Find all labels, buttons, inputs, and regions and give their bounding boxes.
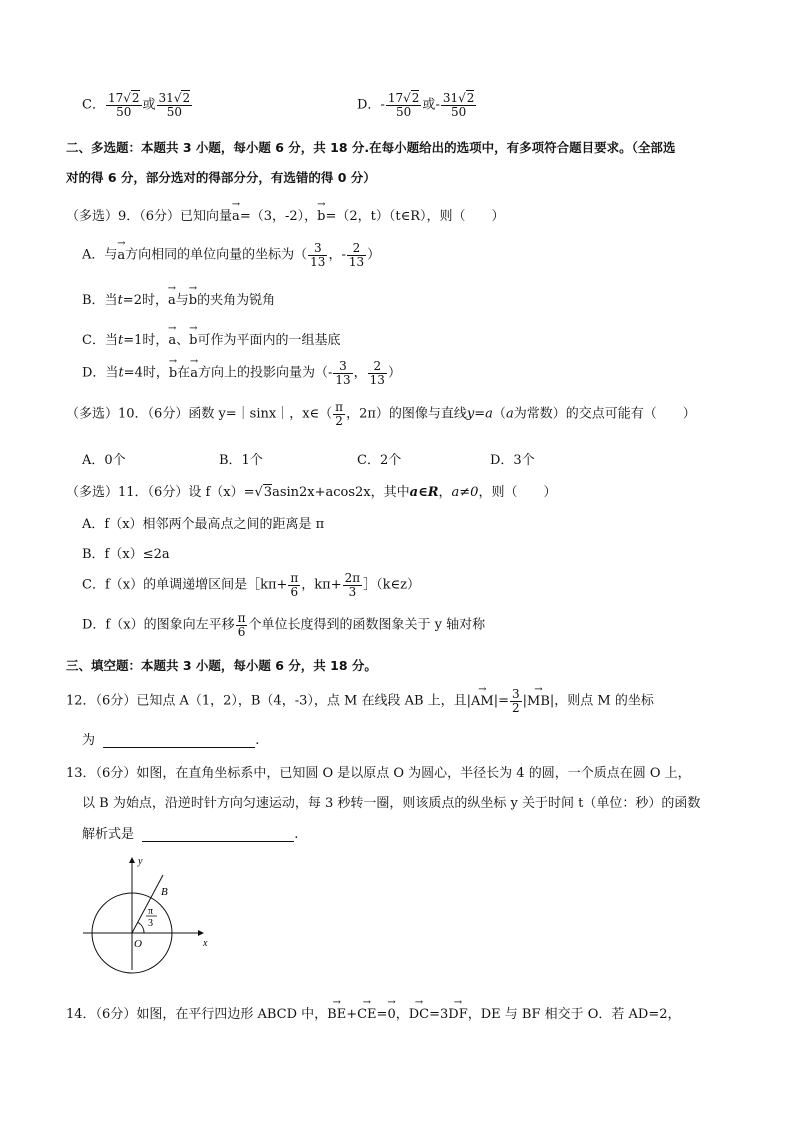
q10-option-c: C．2个 [357, 453, 402, 468]
unit-circle-figure [78, 855, 228, 975]
q9-option-c: C．当t=1时，→ a、→ b可作为平面内的一组基底 [82, 329, 340, 348]
answer-blank[interactable] [142, 827, 294, 842]
vector-b: → b [317, 209, 325, 224]
vector-a: → a [168, 333, 176, 348]
vector-b: → b [189, 333, 197, 348]
q10-stem: （多选）10．（6分）函数 y=｜sinx｜，x∈（ $\frac{\pi}{2}$ ，2π）的图像与直线y=a（a为常数）的交点可能有（ ） [66, 400, 696, 428]
q9-option-d: D．当t=4时，→ b在→ a方向上的投影向量为（- $\frac{3}{13}$ ， $\frac{2}{13}$ ） [82, 360, 401, 386]
q13-line1: 13．（6分）如图，在直角坐标系中，已知圆 O 是以原点 O 为圆心，半径长为 4 的圆，一个质点在圆 O 上， [66, 766, 691, 781]
q10-option-a: A．0个 [82, 453, 126, 468]
q11-option-a: A．f（x）相邻两个最高点之间的距离是 π [82, 517, 325, 532]
q12-answer-line: 为 . [82, 733, 260, 748]
q9-option-a: A．与→ a方向相同的单位向量的坐标为（ $\frac{3}{13}$ ，- $\frac{2}{13}$ ） [82, 242, 380, 268]
angle-label-num: π [148, 906, 154, 917]
vector-mb: → MB [527, 694, 550, 709]
q9-stem: （多选）9．（6分）已知向量→ a=（3，-2），→ b=（2，t）（t∈R），则（ ） [66, 205, 505, 224]
answer-blank[interactable] [103, 733, 255, 748]
q9-option-b: B．当t=2时，→ a与→ b的夹角为锐角 [82, 289, 275, 308]
q10-option-b: B．1个 [219, 453, 263, 468]
fraction: $\frac{31√2}{50}$ [442, 91, 475, 119]
vector-be: → BE [327, 1007, 346, 1022]
axis-label-y: y [138, 856, 143, 867]
q10-option-d: D．3个 [490, 453, 535, 468]
fraction: $\frac{31√2}{50}$ [158, 91, 191, 119]
vector-b: → b [189, 293, 197, 308]
angle-label-den: 3 [148, 918, 153, 929]
section2-header-line1: 二、多选题：本题共 3 小题，每小题 6 分，共 18 分.在每小题给出的选项中，有多项符合题目要求。（全部选 [66, 140, 676, 155]
vector-df: → DF [448, 1007, 467, 1022]
q11-stem: （多选）11．（6分）设 f（x）=√3asin2x+acos2x，其中a∈R，a≠0，则（ ） [66, 485, 557, 500]
section3-header: 三、填空题：本题共 3 小题，每小题 6 分，共 18 分。 [66, 658, 377, 673]
vector-b: → b [169, 366, 177, 381]
or-text: 或 [422, 97, 436, 113]
angle-arc [138, 923, 144, 934]
q11-option-c: C．f（x）的单调递增区间是［kπ+ $\frac{\pi}{6}$ ，kπ+ $\frac{2\pi}{3}$ ］（k∈z） [82, 571, 421, 599]
option-label: C． [82, 97, 105, 113]
vector-a: → a [190, 366, 198, 381]
vector-a: → a [168, 293, 176, 308]
vector-dc: → DC [409, 1007, 429, 1022]
point-b-label: B [161, 886, 168, 898]
q13-line2: 以 B 为始点，沿逆时针方向匀速运动，每 3 秒转一圈，则该质点的纵坐标 y 关于时间 t（单位：秒）的函数 [82, 796, 701, 811]
q12-stem: 12．（6分）已知点 A（1，2），B（4，-3），点 M 在线段 AB 上，且|→ AM|= $\frac{3}{2}$ |→ MB|，则点 M 的坐标 [66, 688, 654, 714]
section2-header-line2: 对的得 6 分，部分选对的得部分分，有选错的得 0 分） [66, 170, 376, 185]
q8-option-d: D．- $\frac{17√2}{50}$ 或- $\frac{31√2}{50}$ [357, 91, 475, 119]
axis-label-x: x [203, 938, 208, 949]
zero-vector: → 0 [387, 1007, 395, 1022]
vector-ce: → CE [357, 1007, 376, 1022]
fraction: $\frac{17√2}{50}$ [107, 91, 140, 119]
q11-option-d: D．f（x）的图象向左平移 $\frac{\pi}{6}$ 个单位长度得到的函数图象关于 y 轴对称 [82, 611, 486, 639]
q13-line3: 解析式是 . [82, 827, 299, 842]
q11-option-b: B．f（x）≤2a [82, 547, 170, 562]
or-text: 或 [142, 97, 156, 113]
q14-stem: 14．（6分）如图，在平行四边形 ABCD 中，→ BE+→ CE=→ 0，→ DC=3→ DF，DE 与 BF 相交于 O．若 AD=2， [66, 1003, 681, 1022]
option-label: D． [357, 97, 381, 113]
vector-a: → a [232, 209, 240, 224]
q8-option-c [82, 92, 193, 118]
origin-label: O [134, 938, 142, 950]
vector-am: → AM [471, 694, 494, 709]
vector-a: → a [117, 248, 125, 263]
fraction: $\frac{17√2}{50}$ [387, 91, 420, 119]
